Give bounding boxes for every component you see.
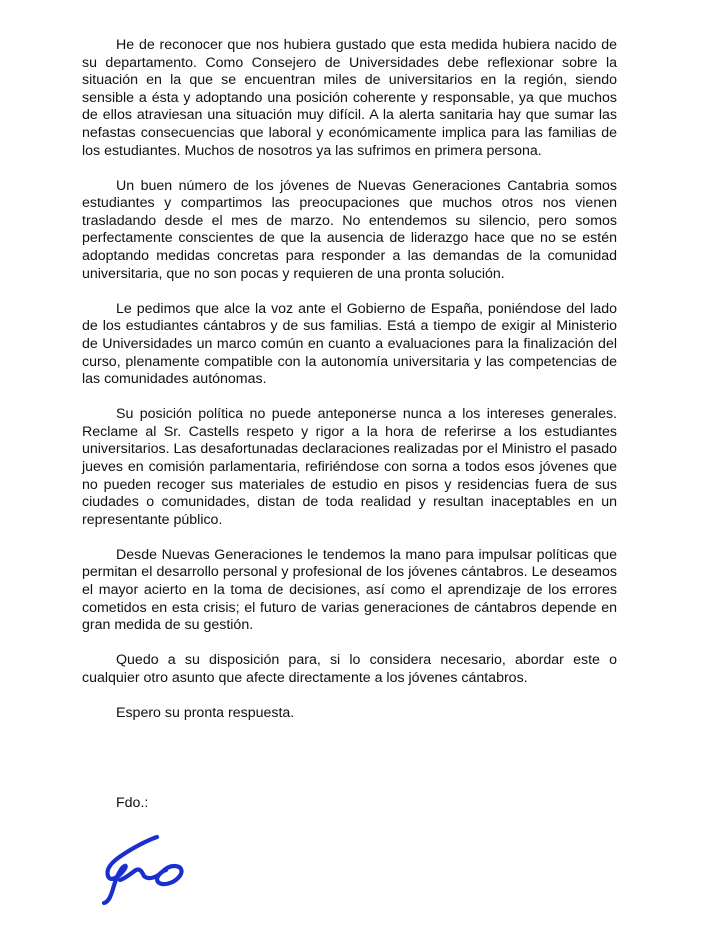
signed-label: Fdo.: [116,795,149,811]
paragraph-2: Un buen número de los jóvenes de Nuevas Generaciones Cantabria somos estudiantes y compartimos las preocupaciones que muchos otros nos vienen trasladando desde el mes de marzo. No entendemos su silencio, pero somos perfectamente conscientes de que la ausencia de liderazgo hace que no se estén adoptando medidas concretas para responder a las demandas de la comunidad universitaria, que no son pocas y requieren de una pronta solución. [82,177,617,282]
closing-reply: Espero su pronta respuesta. [116,705,295,721]
paragraph-1: He de reconocer que nos hubiera gustado que esta medida hubiera nacido de su departamento. Como Consejero de Universidades debe reflexionar sobre la situación en la que se encuentran miles de universitarios en la región, siendo sensible a ésta y adoptando una posición coherente y responsable, ya que muchos de ellos atraviesan una situación muy difícil. A la alerta sanitaria hay que sumar las nefastas consecuencias que laboral y económicamente implica para las familias de los estudiantes. Muchos de nosotros ya las sufrimos en primera persona. [82,37,617,159]
paragraph-6: Quedo a su disposición para, si lo considera necesario, abordar este o cualquier otro asunto que afecte directamente a los jóvenes cántabros. [82,652,617,686]
signature-stroke [104,837,181,903]
paragraph-5: Desde Nuevas Generaciones le tendemos la mano para impulsar políticas que permitan el desarrollo personal y profesional de los jóvenes cántabros. Le deseamos el mayor acierto en la toma de decisiones, así como el aprendizaje de los errores cometidos en esta crisis; el futuro de varias generaciones de cántabros depende en gran medida de su gestión. [82,546,617,634]
letter-body [82,37,617,723]
paragraph-4: Su posición política no puede anteponerse nunca a los intereses generales. Reclame al Sr. Castells respeto y rigor a la hora de referirse a los estudiantes universitarios. Las desafortunadas declaraciones realizadas por el Ministro el pasado jueves en comisión parlamentaria, refiriéndose con sorna a todos esos jóvenes que no pueden recoger sus materiales de estudio en pisos y residencias fuera de sus ciudades o comunidades, distan de toda realidad y resultan inaceptables en un representante público. [82,406,617,528]
handwritten-signature [100,830,200,910]
paragraph-3: Le pedimos que alce la voz ante el Gobierno de España, poniéndose del lado de los estudiantes cántabros y de sus familias. Está a tiempo de exigir al Ministerio de Universidades un marco común en cuanto a evaluaciones para la finalización del curso, plenamente compatible con la autonomía universitaria y las competencias de las comunidades autónomas. [82,300,617,388]
